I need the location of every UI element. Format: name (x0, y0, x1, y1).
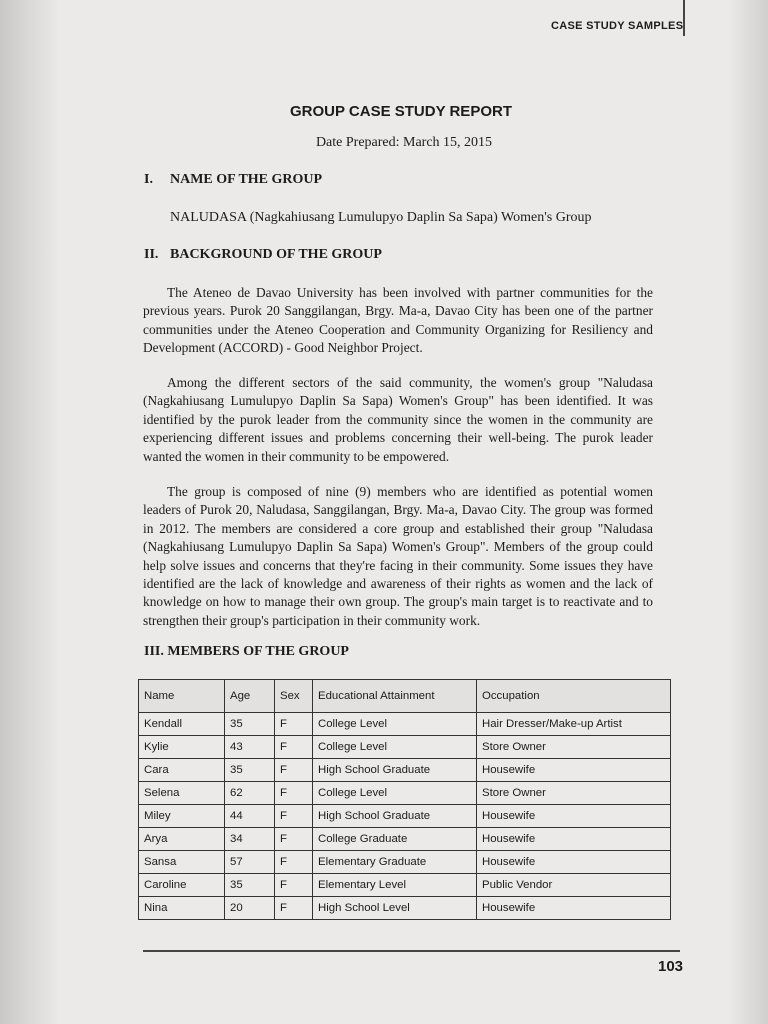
section-title: BACKGROUND OF THE GROUP (170, 247, 382, 262)
table-header-row (139, 680, 671, 713)
cell-education: College Level (313, 713, 477, 736)
cell-sex: F (275, 782, 313, 805)
cell-education: College Graduate (313, 828, 477, 851)
section-number: III. (144, 644, 164, 659)
cell-occupation: Store Owner (477, 736, 671, 759)
section-number: II. (144, 247, 159, 262)
table-row (139, 897, 671, 920)
date-prepared: Date Prepared: March 15, 2015 (315, 135, 493, 150)
cell-name: Selena (139, 782, 225, 805)
cell-name: Sansa (139, 851, 225, 874)
cell-name: Caroline (139, 874, 225, 897)
cell-education: High School Level (313, 897, 477, 920)
table-row (139, 736, 671, 759)
cell-age: 43 (225, 736, 275, 759)
cell-name: Nina (139, 897, 225, 920)
table-row (139, 851, 671, 874)
cell-occupation: Housewife (477, 897, 671, 920)
cell-sex: F (275, 736, 313, 759)
cell-sex: F (275, 874, 313, 897)
cell-sex: F (275, 828, 313, 851)
background-paragraph-1: The Ateneo de Davao University has been involved with partner communities for the previous years. Purok 20 Sanggilangan, Brgy. Ma-a, Davao City has been one of the partner communities under the Ateneo Cooperation and Community Organizing for Resiliency and Development (ACCORD) - Good Neighbor Project. (143, 285, 653, 356)
cell-occupation: Public Vendor (477, 874, 671, 897)
header-rule (683, 0, 685, 36)
section-number: I. (144, 172, 153, 187)
page-number: 103 (658, 958, 684, 975)
cell-education: College Level (313, 782, 477, 805)
cell-education: Elementary Level (313, 874, 477, 897)
members-table (138, 679, 671, 920)
cell-age: 20 (225, 897, 275, 920)
column-header-age: Age (225, 680, 275, 713)
group-name: NALUDASA (Nagkahiusang Lumulupyo Daplin Sa Sapa) Women's Group (170, 210, 592, 225)
table-row (139, 759, 671, 782)
cell-education: College Level (313, 736, 477, 759)
cell-occupation: Hair Dresser/Make-up Artist (477, 713, 671, 736)
cell-name: Kylie (139, 736, 225, 759)
page-shadow-right (728, 0, 768, 1024)
cell-age: 57 (225, 851, 275, 874)
table-row (139, 782, 671, 805)
cell-age: 44 (225, 805, 275, 828)
cell-occupation: Housewife (477, 805, 671, 828)
cell-sex: F (275, 805, 313, 828)
cell-age: 35 (225, 874, 275, 897)
table-row (139, 828, 671, 851)
cell-age: 62 (225, 782, 275, 805)
cell-name: Cara (139, 759, 225, 782)
cell-education: Elementary Graduate (313, 851, 477, 874)
table-row (139, 805, 671, 828)
column-header-sex: Sex (275, 680, 313, 713)
footer-rule (143, 950, 680, 952)
cell-occupation: Housewife (477, 828, 671, 851)
background-paragraph-2: Among the different sectors of the said community, the women's group "Naludasa (Nagkahiusang Lumulupyo Daplin Sa Sapa) Women's Group" has been identified. It was identified by the purok leader from the community since the women in the community are experiencing different issues and problems concerning their well-being. The purok leader wanted the women in their community to be empowered. (143, 375, 653, 464)
cell-age: 35 (225, 713, 275, 736)
cell-occupation: Store Owner (477, 782, 671, 805)
cell-name: Miley (139, 805, 225, 828)
cell-occupation: Housewife (477, 759, 671, 782)
cell-occupation: Housewife (477, 851, 671, 874)
cell-education: High School Graduate (313, 759, 477, 782)
background-paragraph-3: The group is composed of nine (9) members who are identified as potential women leaders of Purok 20, Naludasa, Sanggilangan, Brgy. Ma-a, Davao City. The group was formed in 2012. The members are considered a core group and established their group "Naludasa (Nagkahiusang Lumulupyo Daplin Sa Sapa) Women's Group". Members of the group could help solve issues and concerns that they're facing in their community. Some issues they have identified are the lack of knowledge and awareness of their rights as women and the lack of knowledge on how to manage their own group. The group's main target is to reactivate and to strengthen their group's participation in their community work. (143, 484, 653, 628)
cell-age: 35 (225, 759, 275, 782)
section-heading-2 (144, 247, 382, 263)
table-row (139, 874, 671, 897)
cell-sex: F (275, 851, 313, 874)
cell-name: Arya (139, 828, 225, 851)
cell-education: High School Graduate (313, 805, 477, 828)
cell-sex: F (275, 713, 313, 736)
page-shadow-left (0, 0, 60, 1024)
cell-name: Kendall (139, 713, 225, 736)
running-head: CASE STUDY SAMPLES (551, 20, 684, 32)
cell-age: 34 (225, 828, 275, 851)
document-title: GROUP CASE STUDY REPORT (290, 103, 512, 120)
cell-sex: F (275, 897, 313, 920)
section-title: NAME OF THE GROUP (170, 172, 323, 187)
section-heading-3 (144, 644, 349, 660)
table-row (139, 713, 671, 736)
column-header-occupation: Occupation (477, 680, 671, 713)
section-heading-1 (144, 172, 322, 188)
column-header-education: Educational Attainment (313, 680, 477, 713)
cell-sex: F (275, 759, 313, 782)
column-header-name: Name (139, 680, 225, 713)
section-title: MEMBERS OF THE GROUP (167, 644, 349, 659)
